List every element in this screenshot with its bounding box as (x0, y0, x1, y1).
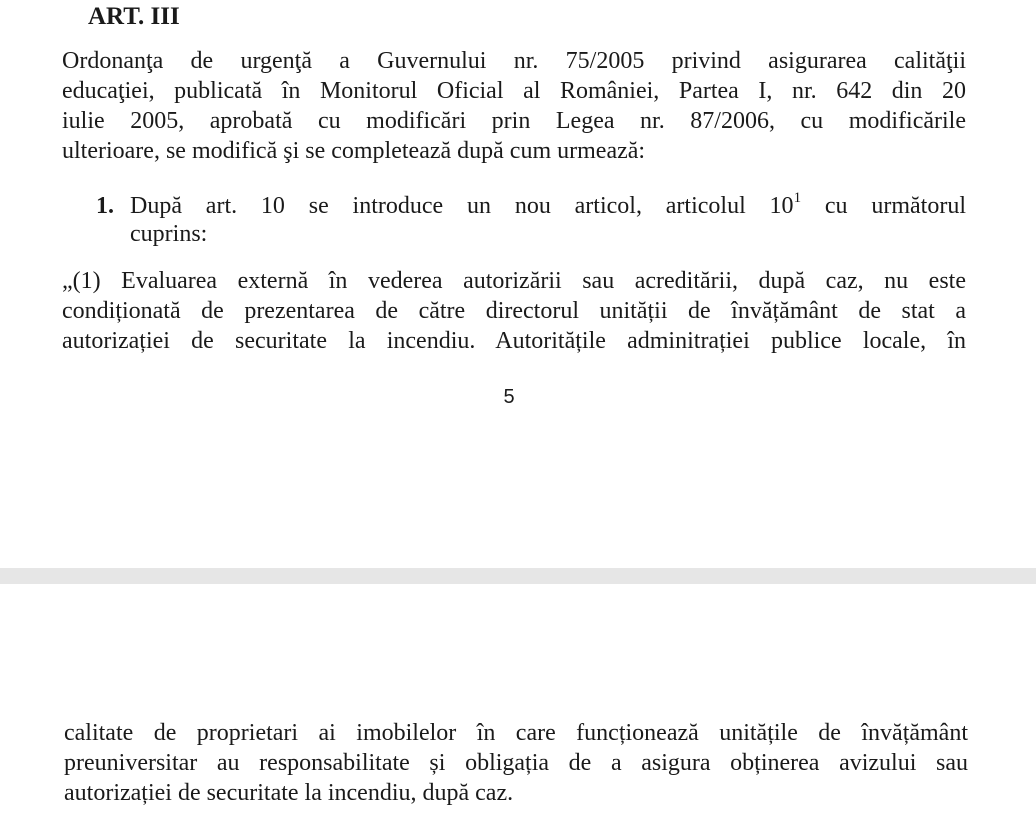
paragraph-line: condiționată de prezentarea de către directorul unității de învățământ de stat a (62, 298, 966, 324)
paragraph-line: autorizației de securitate la incendiu. Autoritățile adminitrației publice locale, în (62, 328, 966, 354)
amendment-intro-paragraph (62, 46, 966, 166)
paragraph-line: calitate de proprietari ai imobilelor în care funcționează unitățile de învățământ (64, 720, 968, 746)
article-title: ART. III (88, 3, 180, 30)
list-item-text-segment: cu următorul (801, 193, 966, 219)
paragraph-line: „(1) Evaluarea externă în vederea autorizării sau acreditării, după caz, nu este (62, 268, 966, 294)
article-superscript: 1 (793, 190, 802, 206)
list-item-text (130, 192, 966, 248)
paragraph-line: autorizației de securitate la incendiu, după caz. (64, 780, 514, 806)
list-item-line: cuprins: (130, 221, 208, 247)
list-item-text-segment: După art. 10 se introduce un nou articol, articolul 10 (130, 193, 794, 219)
quoted-article-continuation (64, 718, 968, 808)
paragraph-line: educaţiei, publicată în Monitorul Oficial al României, Partea I, nr. 642 din 20 (62, 78, 966, 104)
quoted-article-paragraph (62, 266, 966, 356)
list-item-number: 1. (96, 193, 114, 219)
paragraph-line: ulterioare, se modifică şi se completează după cum urmează: (62, 138, 646, 164)
list-item-line (130, 192, 966, 220)
document-page-bottom (0, 584, 1036, 836)
paragraph-line: preuniversitar au responsabilitate și obligația de a asigura obținerea avizului sau (64, 750, 968, 776)
page-number: 5 (503, 386, 515, 408)
page-separator (0, 568, 1036, 584)
paragraph-line: iulie 2005, aprobată cu modificări prin Legea nr. 87/2006, cu modificările (62, 108, 966, 134)
paragraph-line: Ordonanţa de urgenţă a Guvernului nr. 75/2005 privind asigurarea calităţii (62, 48, 966, 74)
